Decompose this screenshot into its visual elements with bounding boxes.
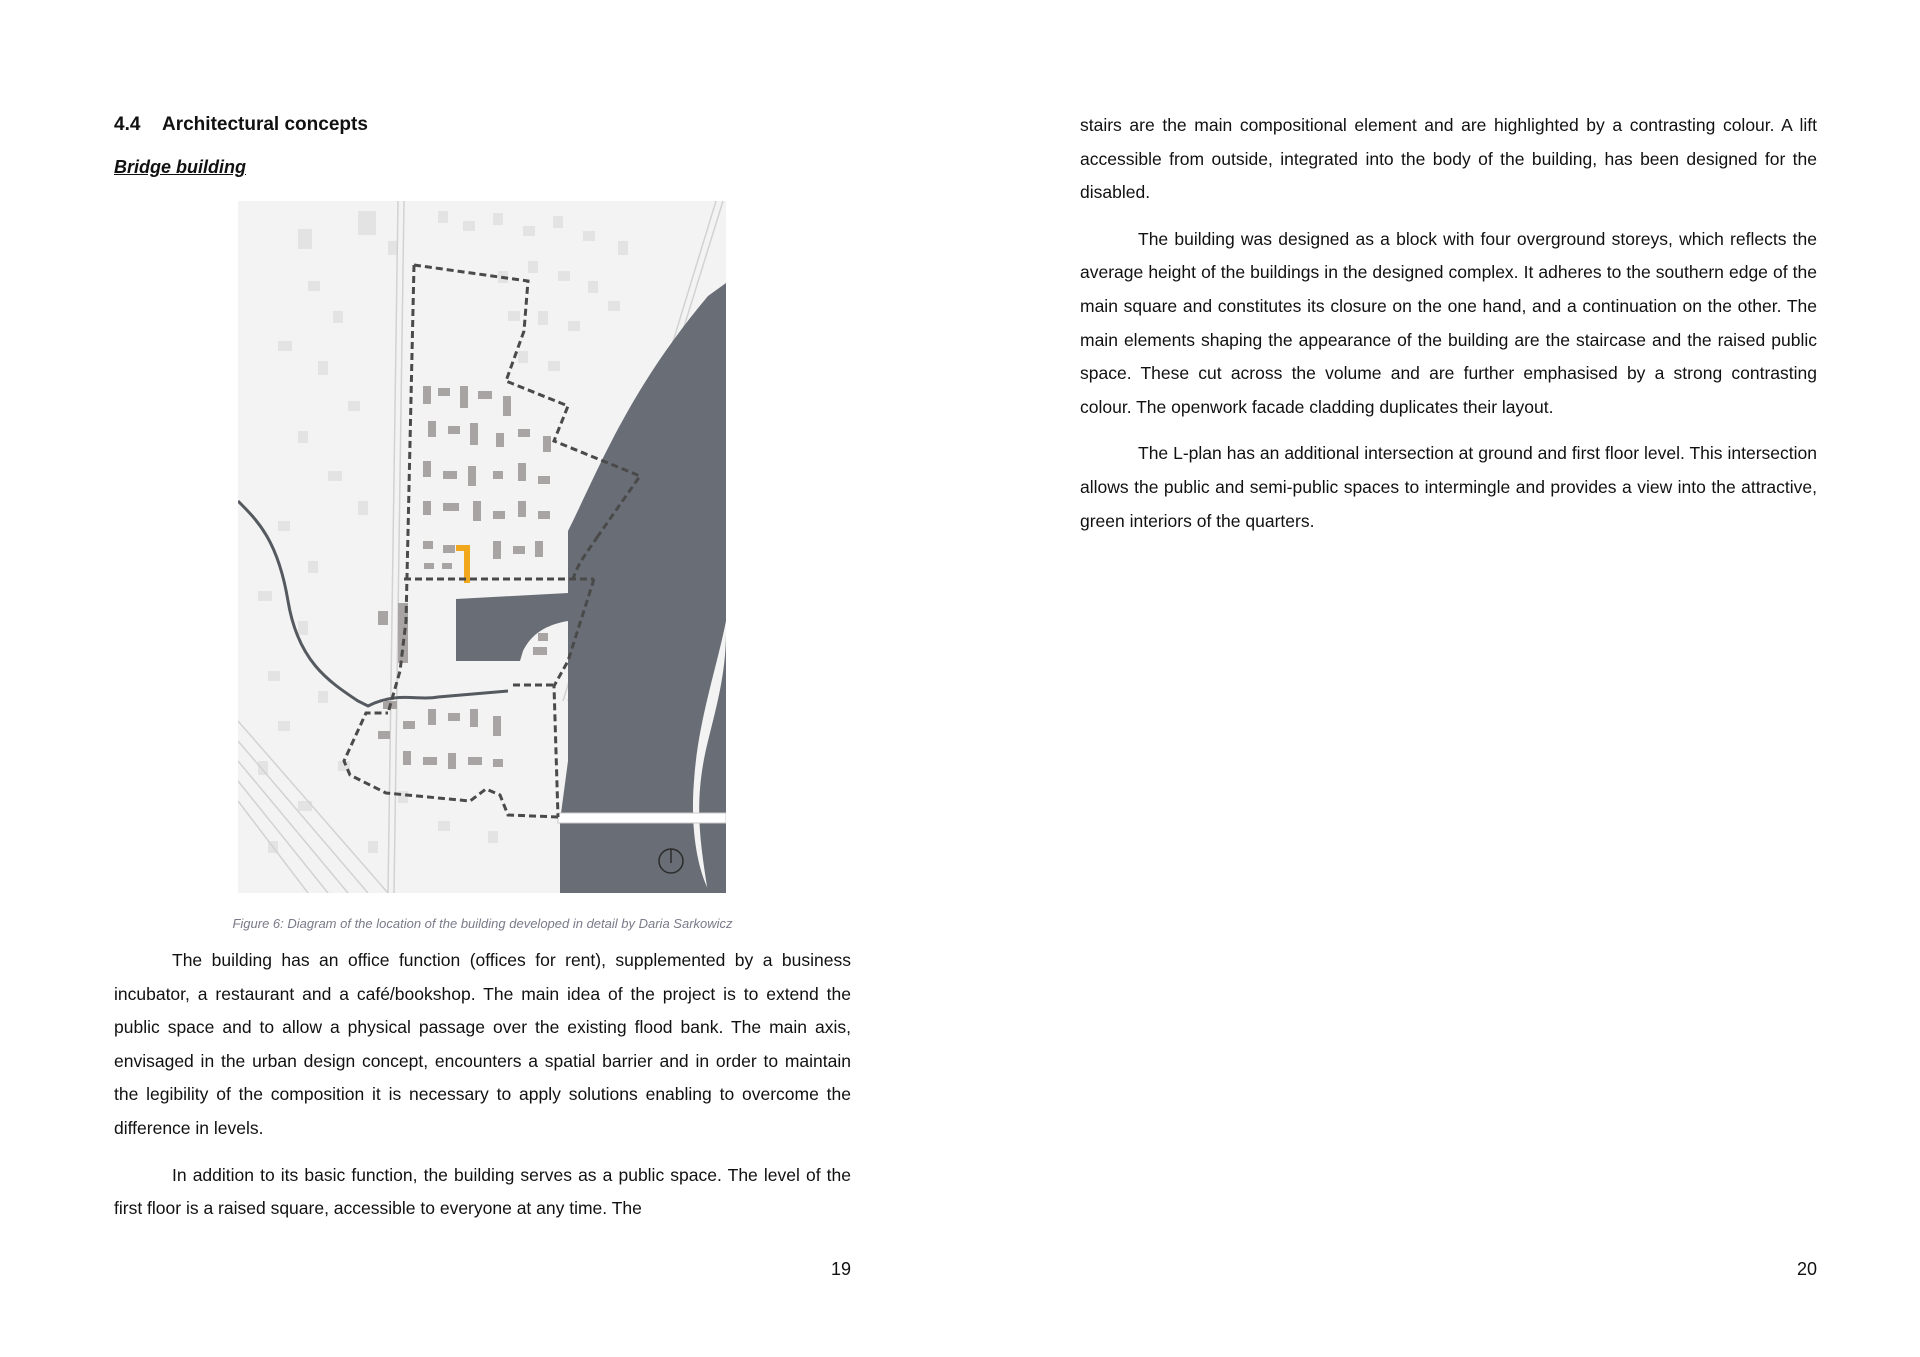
left-body-text	[114, 944, 851, 1239]
right-page	[960, 0, 1920, 1357]
section-title: Architectural concepts	[162, 114, 368, 135]
left-paragraph-1: The building has an office function (offices for rent), supplemented by a business incubator, a restaurant and a café/bookshop. The main idea of the project is to extend the public space and to allow a physical passage over the existing flood bank. The main axis, envisaged in the urban design concept, encounters a spatial barrier and in order to maintain the legibility of the composition it is necessary to apply solutions enabling to overcome the difference in levels.	[114, 950, 851, 1138]
page-number-left: 19	[830, 1259, 851, 1279]
subheading: Bridge building	[114, 157, 246, 177]
right-body-text	[1080, 109, 1817, 551]
left-paragraph-2: In addition to its basic function, the building serves as a public space. The level of the first floor is a raised square, accessible to everyone at any time. The	[114, 1164, 851, 1219]
figure-caption: Figure 6: Diagram of the location of the building developed in detail by Daria Sarkowicz	[232, 916, 733, 931]
page-number-right: 20	[1796, 1259, 1817, 1279]
right-paragraph-3: The L-plan has an additional intersection at ground and first floor level. This intersection allows the public and semi-public spaces to intermingle and provides a view into the attractive, green interiors of the quarters.	[1080, 443, 1817, 531]
right-paragraph-1: stairs are the main compositional element and are highlighted by a contrasting colour. A lift accessible from outside, integrated into the body of the building, has been designed for the disabled.	[1080, 115, 1817, 203]
section-number: 4.4	[114, 114, 141, 135]
right-paragraph-2: The building was designed as a block with four overground storeys, which reflects the average height of the buildings in the designed complex. It adheres to the southern edge of the main square and constitutes its closure on the one hand, and a continuation on the other. The main elements shaping the appearance of the building are the staircase and the raised public space. These cut across the volume and are further emphasised by a strong contrasting colour. The openwork facade cladding duplicates their layout.	[1080, 228, 1817, 417]
site-plan-map	[238, 201, 726, 893]
section-heading	[114, 114, 368, 136]
site-plan-figure	[238, 201, 726, 893]
bridge	[558, 813, 726, 823]
